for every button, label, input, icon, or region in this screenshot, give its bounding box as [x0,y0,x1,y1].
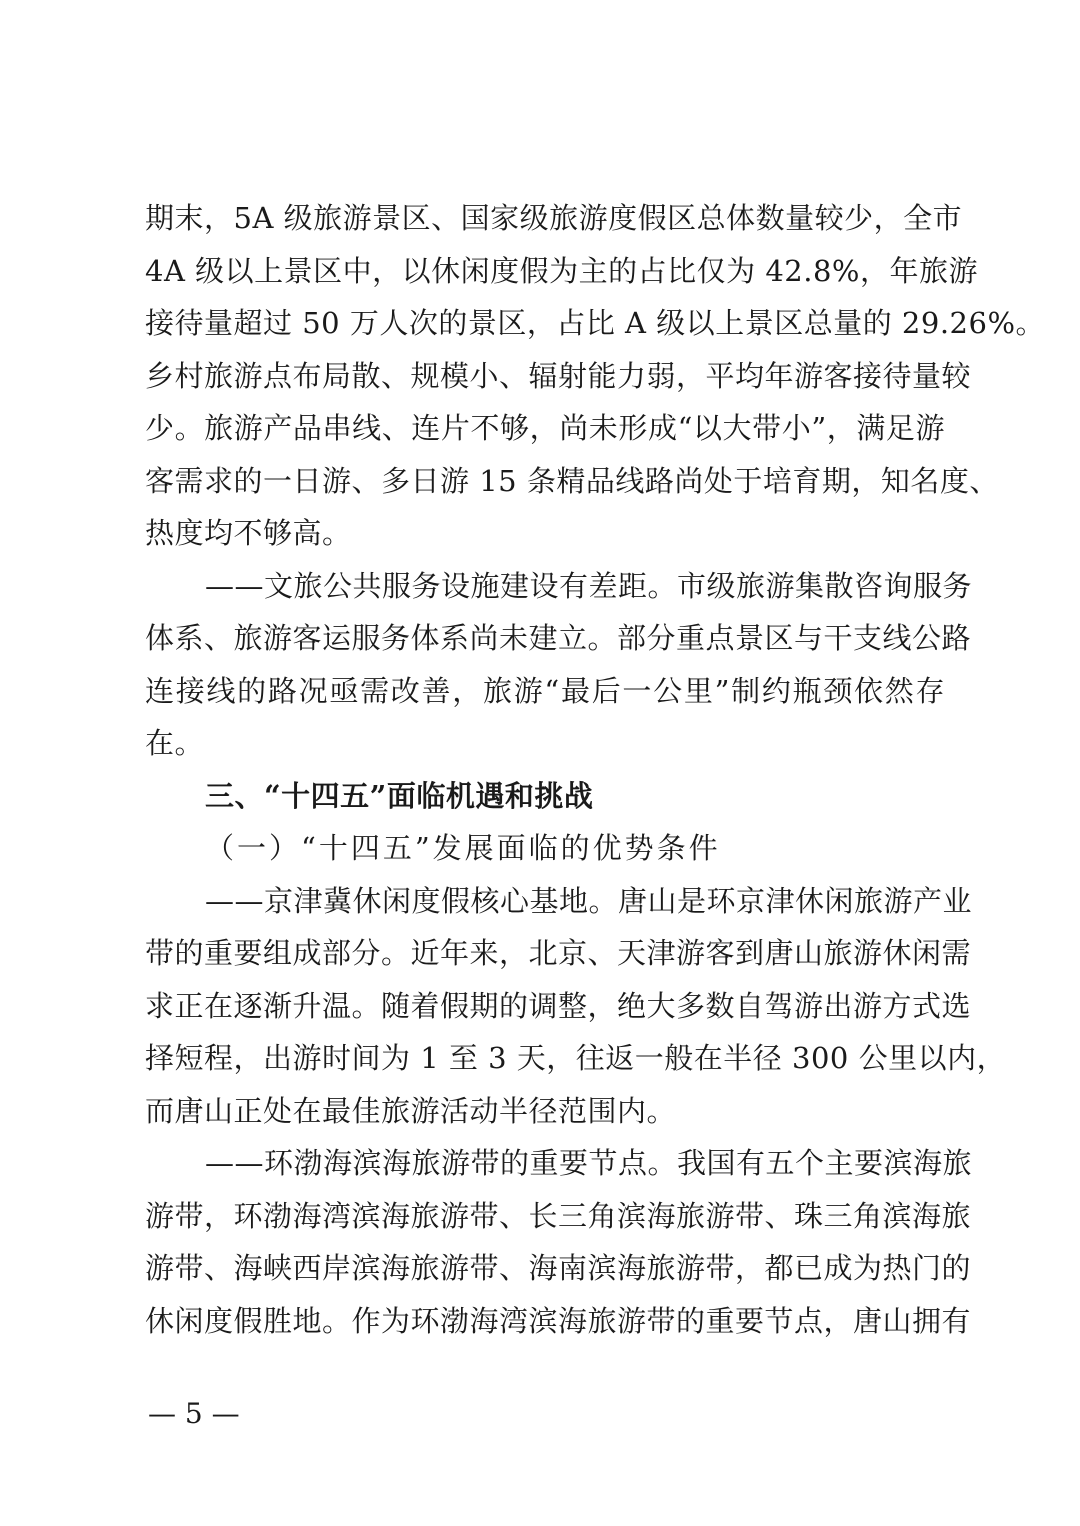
text-line: 热度均不够高。 [145,516,352,550]
text-line: 乡村旅游点布局散、规模小、辐射能力弱，平均年游客接待量较 [145,358,972,393]
text-line: 4A 级以上景区中，以休闲度假为主的占比仅为 42.8%，年旅游 [145,253,978,288]
text-line: 体系、旅游客运服务体系尚未建立。部分重点景区与干支线公路 [145,621,972,655]
text-line: 客需求的一日游、多日游 15 条精品线路尚处于培育期，知名度、 [145,463,999,498]
text-line: 少。旅游产品串线、连片不够，尚未形成“以大带小”，满足游 [145,411,945,445]
section-heading: 三、“十四五”面临机遇和挑战 [205,778,594,813]
text-line: ——京津冀休闲度假核心基地。唐山是环京津休闲旅游产业 [205,883,973,918]
subsection-heading: （一）“十四五”发展面临的优势条件 [205,831,721,865]
text-line: ——文旅公共服务设施建设有差距。市级旅游集散咨询服务 [205,568,973,603]
document-body [145,192,1046,1347]
text-line: 在。 [145,726,205,760]
text-line: 接待量超过 50 万人次的景区，占比 A 级以上景区总量的 29.26%。 [145,306,1046,340]
text-line: 期末，5A 级旅游景区、国家级旅游度假区总体数量较少，全市 [145,201,963,235]
page-number: — 5 — [148,1397,240,1430]
text-line: 而唐山正处在最佳旅游活动半径范围内。 [145,1093,677,1128]
text-line: 求正在逐渐升温。随着假期的调整，绝大多数自驾游出游方式选 [145,988,972,1023]
text-line: 带的重要组成部分。近年来，北京、天津游客到唐山旅游休闲需 [145,936,972,970]
text-line: 择短程，出游时间为 1 至 3 天，往返一般在半径 300 公里以内， [145,1041,1007,1075]
text-line: 休闲度假胜地。作为环渤海湾滨海旅游带的重要节点，唐山拥有 [145,1303,972,1338]
text-line: ——环渤海滨海旅游带的重要节点。我国有五个主要滨海旅 [205,1146,973,1180]
text-line: 游带、海峡西岸滨海旅游带、海南滨海旅游带，都已成为热门的 [145,1251,972,1285]
text-line: 连接线的路况亟需改善，旅游“最后一公里”制约瓶颈依然存 [145,673,945,708]
text-line: 游带，环渤海湾滨海旅游带、长三角滨海旅游带、珠三角滨海旅 [145,1198,972,1233]
